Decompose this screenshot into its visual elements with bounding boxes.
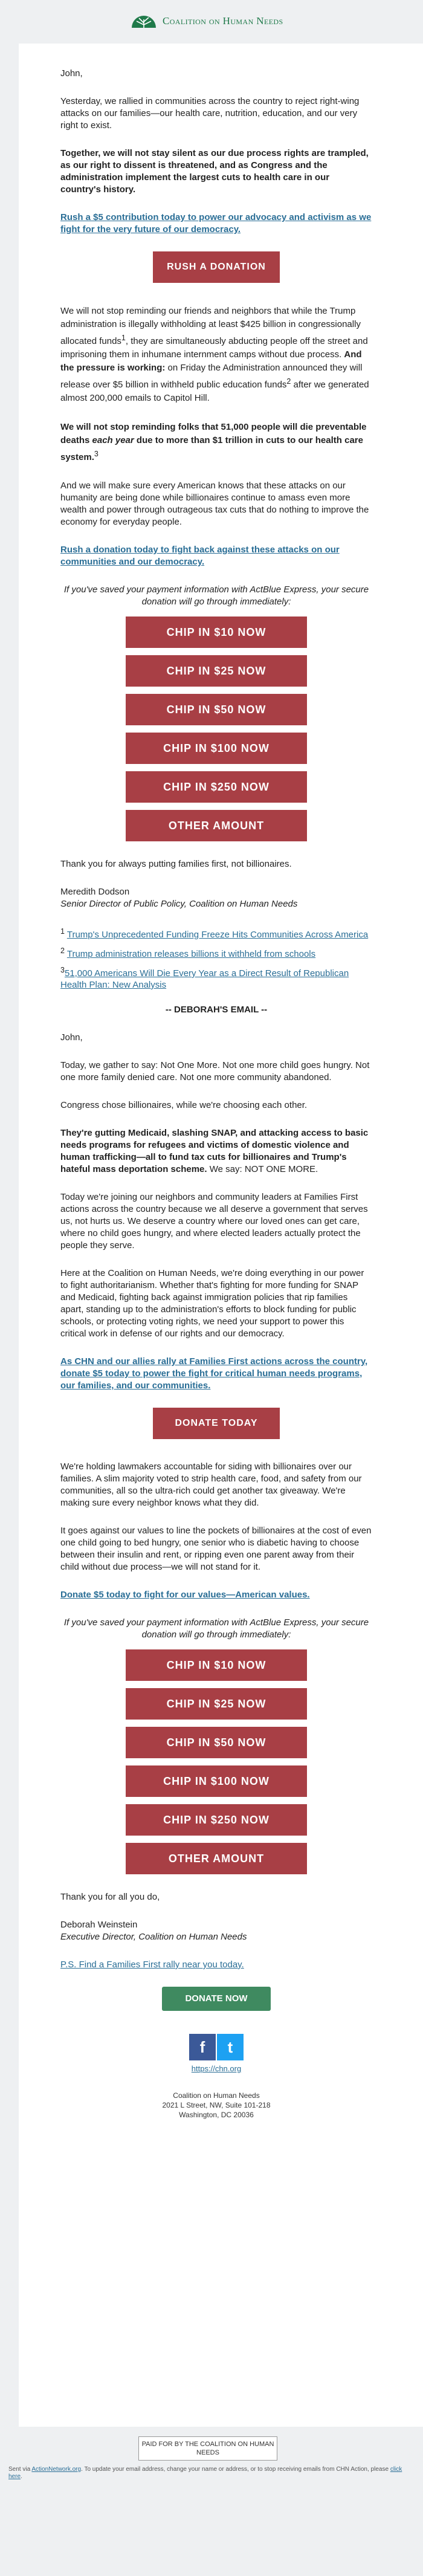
org-name: Coalition on Human Needs: [163, 15, 283, 27]
paragraph: Today, we gather to say: Not One More. Not one more child goes hungry. Not one more family denied care. Not one more community abandoned.: [60, 1060, 370, 1083]
unsubscribe-link[interactable]: click here: [8, 2466, 402, 2480]
signature: [60, 1919, 372, 1943]
thanks: Thank you for always putting families first, not billionaires.: [60, 859, 292, 869]
email-header: [0, 0, 423, 44]
donate-link[interactable]: Donate $5 today to fight for our values—American values.: [60, 1590, 310, 1600]
actblue-note: If you've saved your payment information with ActBlue Express, your secure donation will go through immediately:: [63, 584, 369, 607]
thanks: Thank you for all you do,: [60, 1892, 160, 1902]
footnote-link[interactable]: 51,000 Americans Will Die Every Year as a Direct Result of Republican Health Plan: New Analysis: [60, 968, 349, 990]
footnotes: [60, 926, 372, 991]
paragraph: And we will make sure every American knows that these attacks on our humanity are being done while billionaires continue to amass even more wealth and power through outrageous tax cuts that do nothing to improve the economy for everyday people.: [60, 481, 369, 527]
twitter-icon[interactable]: t: [217, 2034, 244, 2060]
signer-title: Executive Director, Coalition on Human Needs: [60, 1932, 247, 1942]
chip-in-25-button[interactable]: CHIP IN $25 NOW: [126, 1688, 307, 1720]
chip-in-50-button[interactable]: CHIP IN $50 NOW: [126, 1727, 307, 1758]
facebook-icon[interactable]: f: [189, 2034, 216, 2060]
ps-rally-link[interactable]: P.S. Find a Families First rally near you today.: [60, 1960, 244, 1970]
other-amount-button[interactable]: OTHER AMOUNT: [126, 1843, 307, 1874]
chip-in-100-button[interactable]: CHIP IN $100 NOW: [126, 1765, 307, 1797]
paragraph: Yesterday, we rallied in communities across the country to reject right-wing attacks on our families—our health care, nutrition, education, and our very right to exist.: [60, 96, 360, 131]
paragraph: They're gutting Medicaid, slashing SNAP, and attacking access to basic needs programs for refugees and victims of domestic violence and human trafficking—all to fund tax cuts for billionaires and Trump's hateful mass deportation scheme. We say: NOT ONE MORE.: [60, 1128, 369, 1174]
signer-name: Meredith Dodson: [60, 887, 130, 897]
chip-in-buttons: [60, 1649, 372, 1874]
paid-for-disclaimer: PAID FOR BY THE COALITION ON HUMAN NEEDS: [138, 2436, 277, 2461]
website-link[interactable]: https://chn.org: [191, 2064, 242, 2073]
footnote: $^3$51,000 Americans Will Die Every Year as a Direct Result of Republican Health Plan: New Analysis: [60, 966, 349, 990]
donate-link[interactable]: Rush a donation today to fight back against these attacks on our communities and our democracy.: [60, 545, 340, 567]
mailing-address: Coalition on Human Needs 2021 L Street, NW, Suite 101-218 Washington, DC 20036: [162, 2091, 271, 2119]
paragraph: Here at the Coalition on Human Needs, we're doing everything in our power to fight authoritarianism. Whether that's fighting for more funding for SNAP and Medicaid, fighting back against immigration policies that rip families apart, standing up to the administration's efforts to block funding for public schools, or protecting voting rights, we need your support to power this critical work in defense of our rights and our democracy.: [60, 1268, 364, 1339]
donate-link[interactable]: Rush a $5 contribution today to power our advocacy and activism as we fight for the very future of our democracy.: [60, 212, 372, 235]
footnote: $^1$ Trump's Unprecedented Funding Freeze Hits Communities Across America: [60, 927, 369, 940]
chip-in-250-button[interactable]: CHIP IN $250 NOW: [126, 771, 307, 803]
salutation: John,: [60, 68, 83, 79]
signer-name: Deborah Weinstein: [60, 1920, 138, 1930]
footnote: $^2$ Trump administration releases billions it withheld from schools: [60, 947, 316, 959]
donate-today-button[interactable]: DONATE TODAY: [153, 1408, 280, 1439]
org-logo[interactable]: [130, 13, 283, 29]
chip-in-buttons: [60, 616, 372, 841]
footnote-link[interactable]: Trump's Unprecedented Funding Freeze Hits Communities Across America: [66, 930, 369, 940]
paragraph: Congress chose billionaires, while we're choosing each other.: [60, 1100, 308, 1110]
unsubscribe-note: Sent via ActionNetwork.org. To update your email address, change your name or address, or to stop receiving emails from CHN Action, please click here.: [8, 2466, 402, 2480]
signer-title: Senior Director of Public Policy, Coalition on Human Needs: [60, 899, 298, 909]
actblue-note: If you've saved your payment information with ActBlue Express, your secure donation will go through immediately:: [63, 1617, 369, 1640]
paragraph-bold: We will not stop reminding folks that 51,000 people will die preventable deaths each year due to more than $1 trillion in cuts to our health care system.$^3$: [60, 422, 367, 462]
chip-in-50-button[interactable]: CHIP IN $50 NOW: [126, 694, 307, 725]
other-amount-button[interactable]: OTHER AMOUNT: [126, 810, 307, 841]
chip-in-250-button[interactable]: CHIP IN $250 NOW: [126, 1804, 307, 1836]
chip-in-10-button[interactable]: CHIP IN $10 NOW: [126, 616, 307, 648]
section-heading: -- DEBORAH'S EMAIL --: [165, 1005, 268, 1015]
paragraph: We will not stop reminding our friends and neighbors that while the Trump administration is illegally withholding at least $425 billion in congressionally allocated funds$^1$, they are simultaneously abducting people off the street and imprisoning them in inhumane internment camps without due process. And the pressure is working: on Friday the Administration announced they will release over $5 billion in withheld public education funds$^2$ after we generated almost 200,000 emails to Capitol Hill.: [60, 306, 369, 403]
footnote-link[interactable]: Trump administration releases billions it withheld from schools: [66, 949, 316, 959]
actionnetwork-link[interactable]: ActionNetwork.org: [31, 2466, 82, 2473]
chip-in-10-button[interactable]: CHIP IN $10 NOW: [126, 1649, 307, 1681]
donate-now-button[interactable]: DONATE NOW: [162, 1987, 271, 2011]
email-body-card: [19, 44, 423, 2427]
rush-donation-button[interactable]: RUSH A DONATION: [153, 251, 280, 283]
paragraph: It goes against our values to line the pockets of billionaires at the cost of even one child going to bed hungry, one senior who is diabetic having to choose between their insulin and rent, or ripping even one parent away from their child without due process—we will not stand for it.: [60, 1526, 372, 1572]
chip-in-100-button[interactable]: CHIP IN $100 NOW: [126, 733, 307, 764]
signature: [60, 886, 372, 910]
social-links: [60, 2034, 372, 2060]
paragraph-bold: Together, we will not stay silent as our due process rights are trampled, as our right to dissent is threatened, and as Congress and the administration implement the largest cuts to health care in our country's history.: [60, 148, 369, 195]
chip-in-25-button[interactable]: CHIP IN $25 NOW: [126, 655, 307, 687]
salutation: John,: [60, 1032, 83, 1043]
donate-link[interactable]: As CHN and our allies rally at Families First actions across the country, donate $5 today to power the fight for critical human needs programs, our families, and our communities.: [60, 1356, 368, 1391]
tree-logo-icon: [130, 13, 158, 29]
paragraph: We're holding lawmakers accountable for siding with billionaires over our families. A slim majority voted to strip health care, food, and safety from our communities, all so the ultra-rich could get another tax giveaway. We're making sure every neighbor knows what they did.: [60, 1461, 362, 1508]
paragraph: Today we're joining our neighbors and community leaders at Families First actions across the country because we all deserve a government that serves us, not hurts us. We deserve a country where our loved ones can get care, where no child goes hungry, and where elected leaders actually protect the people they serve.: [60, 1192, 368, 1251]
